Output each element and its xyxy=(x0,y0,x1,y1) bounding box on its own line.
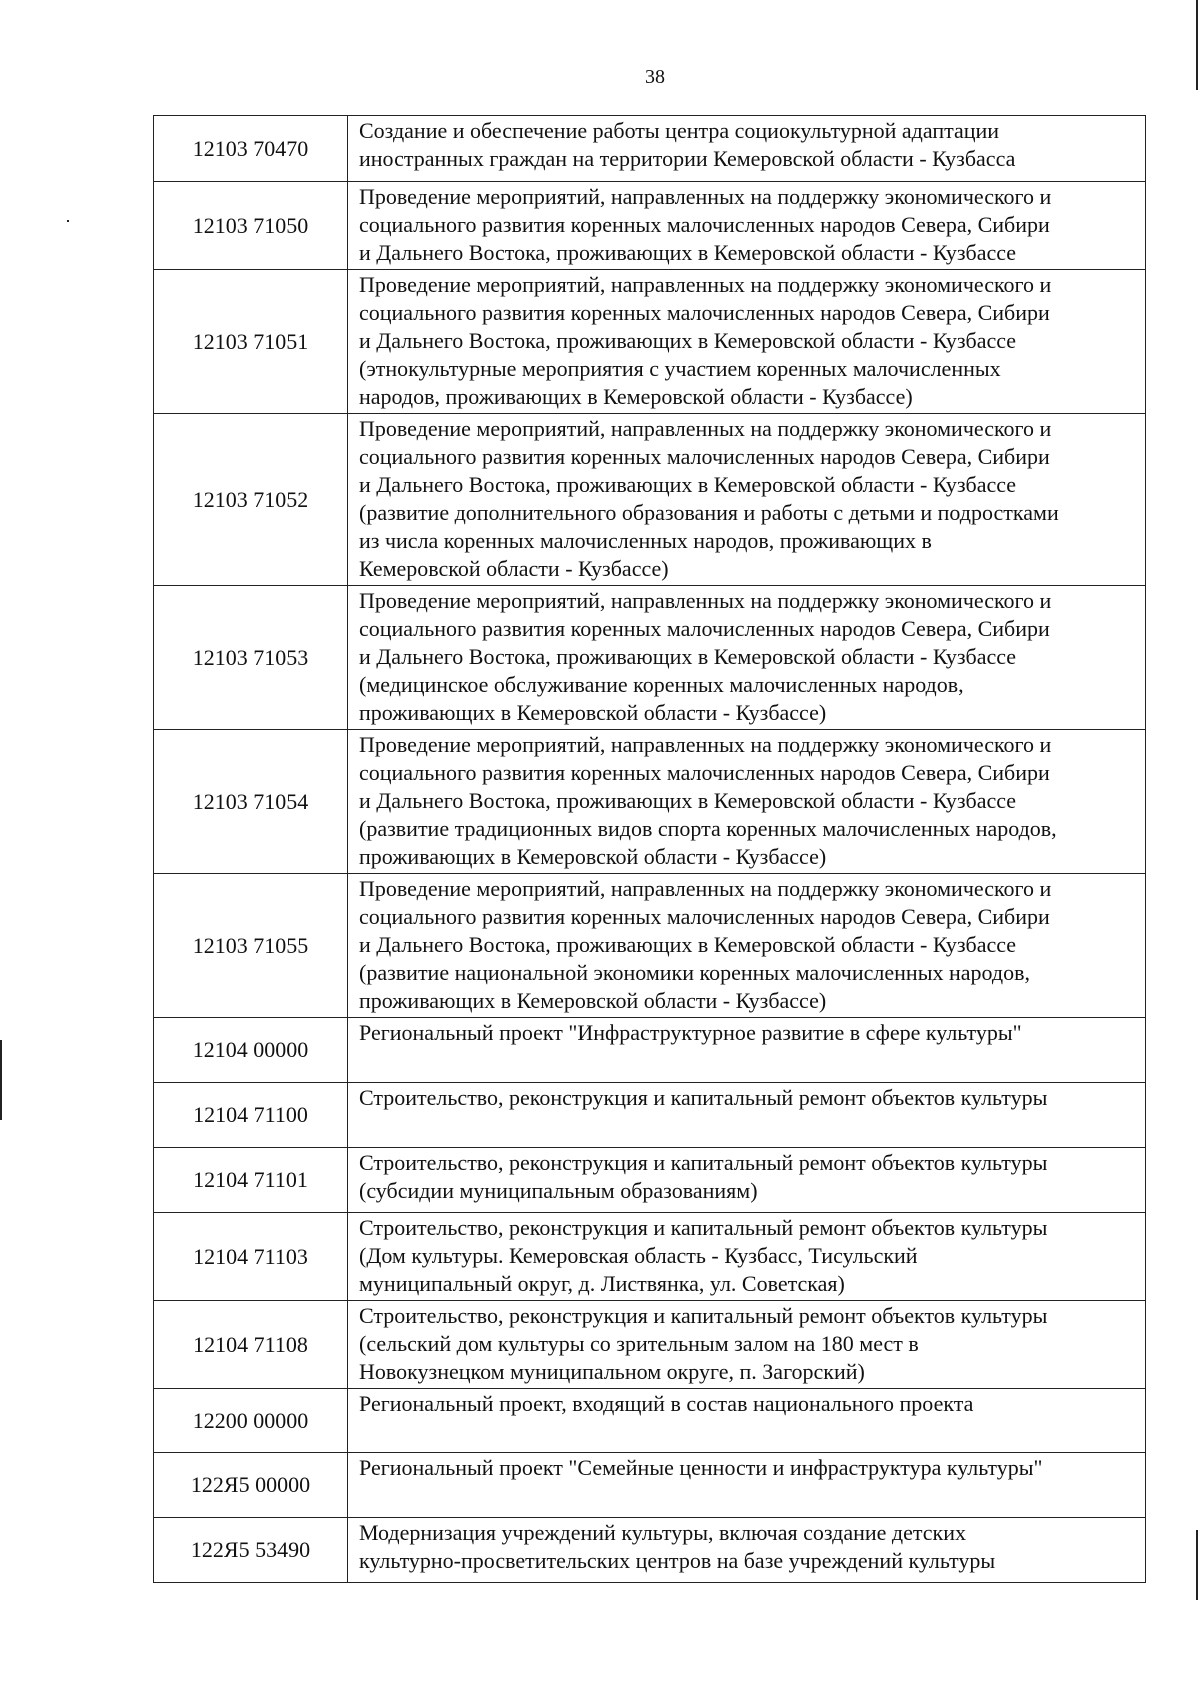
row-code: 12200 00000 xyxy=(154,1389,348,1453)
row-code: 12103 71053 xyxy=(154,586,348,730)
row-description: Создание и обеспечение работы центра социокультурной адаптации иностранных граждан на территории Кемеровской области - Кузбасса xyxy=(359,118,1016,171)
row-description: Проведение мероприятий, направленных на поддержку экономического и социального развития коренных малочисленных народов Севера, Сибири и Дальнего Востока, проживающих в Кемеровской области - Кузбассе (этнокультурные мероприятия с участием коренных малочисленных народов, проживающих в Кемеровской области - Кузбассе) xyxy=(359,272,1052,409)
row-code: 12103 71055 xyxy=(154,874,348,1018)
row-code: 12103 71051 xyxy=(154,270,348,414)
row-code: 12104 71103 xyxy=(154,1213,348,1301)
table-row xyxy=(154,1301,1146,1389)
table-row xyxy=(154,730,1146,874)
row-code: 12103 71052 xyxy=(154,414,348,586)
table-row xyxy=(154,1518,1146,1583)
page-number: 38 xyxy=(645,66,665,88)
table-row xyxy=(154,1018,1146,1083)
row-code: 122Я5 00000 xyxy=(154,1453,348,1518)
table-row xyxy=(154,1453,1146,1518)
row-code: 12104 71100 xyxy=(154,1083,348,1148)
table-row xyxy=(154,1389,1146,1453)
row-code: 12103 71050 xyxy=(154,182,348,270)
row-description: Региональный проект "Инфраструктурное развитие в сфере культуры" xyxy=(359,1020,1022,1045)
row-description: Строительство, реконструкция и капитальный ремонт объектов культуры (сельский дом культуры со зрительным залом на 180 мест в Новокузнецком муниципальном округе, п. Загорский) xyxy=(359,1303,1048,1384)
row-description: Проведение мероприятий, направленных на поддержку экономического и социального развития коренных малочисленных народов Севера, Сибири и Дальнего Востока, проживающих в Кемеровской области - Кузбассе xyxy=(359,184,1052,265)
row-description: Проведение мероприятий, направленных на поддержку экономического и социального развития коренных малочисленных народов Севера, Сибири и Дальнего Востока, проживающих в Кемеровской области - Кузбассе (развитие традиционных видов спорта коренных малочисленных народов, проживающих в Кемеровской области - Кузбассе) xyxy=(359,732,1057,869)
row-description: Проведение мероприятий, направленных на поддержку экономического и социального развития коренных малочисленных народов Севера, Сибири и Дальнего Востока, проживающих в Кемеровской области - Кузбассе (развитие дополнительного образования и работы с детьми и подростками из числа коренных малочисленных народов, проживающих в Кемеровской области - Кузбассе) xyxy=(359,416,1059,581)
table-row xyxy=(154,414,1146,586)
row-code: 12103 71054 xyxy=(154,730,348,874)
row-description: Проведение мероприятий, направленных на поддержку экономического и социального развития коренных малочисленных народов Севера, Сибири и Дальнего Востока, проживающих в Кемеровской области - Кузбассе (медицинское обслуживание коренных малочисленных народов, проживающих в Кемеровской области - Кузбассе) xyxy=(359,588,1052,725)
row-description: Региональный проект "Семейные ценности и инфраструктура культуры" xyxy=(359,1455,1043,1480)
row-code: 12104 00000 xyxy=(154,1018,348,1083)
row-code: 12104 71101 xyxy=(154,1148,348,1213)
row-description: Строительство, реконструкция и капитальный ремонт объектов культуры (Дом культуры. Кемеровская область - Кузбасс, Тисульский муниципальный округ, д. Листвянка, ул. Советская) xyxy=(359,1215,1048,1296)
table-row xyxy=(154,1083,1146,1148)
row-code: 12104 71108 xyxy=(154,1301,348,1389)
budget-classification-table xyxy=(153,115,1145,1583)
scan-dot xyxy=(67,220,69,222)
row-code: 12103 70470 xyxy=(154,116,348,182)
scan-edge-mark xyxy=(0,1040,2,1120)
table-row xyxy=(154,182,1146,270)
table-row xyxy=(154,270,1146,414)
table-row xyxy=(154,874,1146,1018)
row-description: Строительство, реконструкция и капитальный ремонт объектов культуры xyxy=(359,1085,1048,1110)
row-description: Региональный проект, входящий в состав национального проекта xyxy=(359,1391,974,1416)
row-description: Проведение мероприятий, направленных на поддержку экономического и социального развития коренных малочисленных народов Севера, Сибири и Дальнего Востока, проживающих в Кемеровской области - Кузбассе (развитие национальной экономики коренных малочисленных народов, проживающих в Кемеровской области - Кузбассе) xyxy=(359,876,1052,1013)
table-row xyxy=(154,1148,1146,1213)
table-row xyxy=(154,586,1146,730)
table-row xyxy=(154,116,1146,182)
row-description: Строительство, реконструкция и капитальный ремонт объектов культуры (субсидии муниципальным образованиям) xyxy=(359,1150,1048,1203)
scan-edge-mark xyxy=(1196,0,1198,90)
row-code: 122Я5 53490 xyxy=(154,1518,348,1583)
table-row xyxy=(154,1213,1146,1301)
row-description: Модернизация учреждений культуры, включая создание детских культурно-просветительских центров на базе учреждений культуры xyxy=(359,1520,996,1573)
code-description-table xyxy=(153,115,1146,1583)
scan-edge-mark xyxy=(1196,1530,1198,1600)
